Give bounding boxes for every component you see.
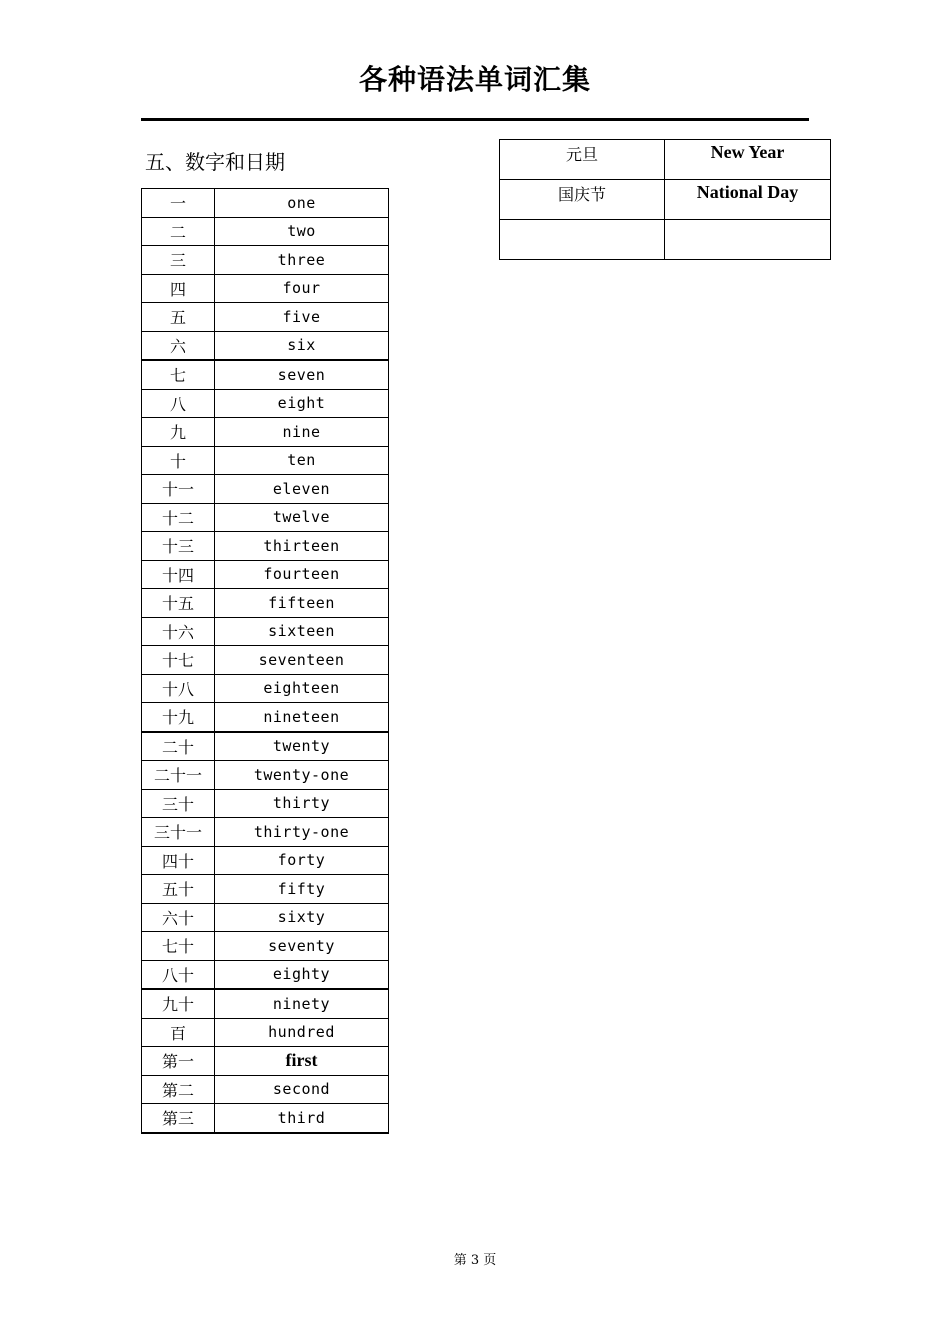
chinese-numeral-cell: 第二: [142, 1075, 215, 1104]
table-row: [142, 446, 389, 475]
english-word-cell: six: [215, 331, 389, 360]
table-row: [142, 818, 389, 847]
english-word-cell: sixty: [215, 903, 389, 932]
chinese-numeral-cell: 十七: [142, 646, 215, 675]
chinese-numeral-cell: 十二: [142, 503, 215, 532]
table-row: [142, 246, 389, 275]
english-word-cell: twenty-one: [215, 761, 389, 790]
table-row: [142, 960, 389, 989]
table-row: [142, 532, 389, 561]
chinese-numeral-cell: 一: [142, 189, 215, 218]
holiday-chinese-cell: [500, 220, 665, 260]
chinese-numeral-cell: 第三: [142, 1104, 215, 1133]
chinese-numeral-cell: 八十: [142, 960, 215, 989]
english-word-cell: thirty-one: [215, 818, 389, 847]
english-word-cell: fifteen: [215, 589, 389, 618]
english-word-cell: thirteen: [215, 532, 389, 561]
english-word-cell: hundred: [215, 1018, 389, 1047]
table-row: [142, 503, 389, 532]
title-divider: [141, 118, 809, 121]
chinese-numeral-cell: 三十一: [142, 818, 215, 847]
table-row: [500, 180, 831, 220]
english-word-cell: forty: [215, 846, 389, 875]
chinese-numeral-cell: 四十: [142, 846, 215, 875]
english-word-cell: eighteen: [215, 674, 389, 703]
table-row: [142, 189, 389, 218]
english-word-cell: eighty: [215, 960, 389, 989]
english-word-cell: nine: [215, 418, 389, 447]
table-row: [142, 560, 389, 589]
english-word-cell: two: [215, 217, 389, 246]
english-word-cell: fourteen: [215, 560, 389, 589]
holiday-english-cell: National Day: [665, 180, 831, 220]
chinese-numeral-cell: 七: [142, 360, 215, 389]
holiday-english-cell: New Year: [665, 140, 831, 180]
table-row: [142, 875, 389, 904]
chinese-numeral-cell: 三: [142, 246, 215, 275]
page-number: 第 3 页: [453, 1253, 497, 1268]
chinese-numeral-cell: 十: [142, 446, 215, 475]
table-row: [142, 274, 389, 303]
english-word-cell: first: [215, 1047, 389, 1076]
table-row: [142, 360, 389, 389]
chinese-numeral-cell: 二十: [142, 732, 215, 761]
chinese-numeral-cell: 九十: [142, 989, 215, 1018]
numbers-table: [141, 188, 389, 1134]
table-row: [142, 303, 389, 332]
chinese-numeral-cell: 九: [142, 418, 215, 447]
chinese-numeral-cell: 二: [142, 217, 215, 246]
english-word-cell: eleven: [215, 475, 389, 504]
table-row: [142, 617, 389, 646]
table-row: [500, 220, 831, 260]
table-row: [142, 1075, 389, 1104]
table-row: [142, 475, 389, 504]
chinese-numeral-cell: 五: [142, 303, 215, 332]
chinese-numeral-cell: 十六: [142, 617, 215, 646]
english-word-cell: four: [215, 274, 389, 303]
english-word-cell: sixteen: [215, 617, 389, 646]
table-row: [142, 418, 389, 447]
chinese-numeral-cell: 六: [142, 331, 215, 360]
english-word-cell: one: [215, 189, 389, 218]
chinese-numeral-cell: 十三: [142, 532, 215, 561]
english-word-cell: seventeen: [215, 646, 389, 675]
table-row: [142, 703, 389, 732]
chinese-numeral-cell: 十一: [142, 475, 215, 504]
english-word-cell: seventy: [215, 932, 389, 961]
chinese-numeral-cell: 第一: [142, 1047, 215, 1076]
table-row: [142, 217, 389, 246]
table-row: [142, 1047, 389, 1076]
english-word-cell: nineteen: [215, 703, 389, 732]
table-row: [142, 589, 389, 618]
table-row: [142, 1018, 389, 1047]
chinese-numeral-cell: 五十: [142, 875, 215, 904]
chinese-numeral-cell: 三十: [142, 789, 215, 818]
chinese-numeral-cell: 七十: [142, 932, 215, 961]
english-word-cell: twenty: [215, 732, 389, 761]
chinese-numeral-cell: 十九: [142, 703, 215, 732]
english-word-cell: seven: [215, 360, 389, 389]
table-row: [142, 1104, 389, 1133]
holiday-chinese-cell: 元旦: [500, 140, 665, 180]
table-row: [142, 932, 389, 961]
chinese-numeral-cell: 二十一: [142, 761, 215, 790]
table-row: [142, 846, 389, 875]
holiday-chinese-cell: 国庆节: [500, 180, 665, 220]
chinese-numeral-cell: 四: [142, 274, 215, 303]
section-heading: 五、数字和日期: [145, 150, 285, 174]
table-row: [142, 646, 389, 675]
table-row: [500, 140, 831, 180]
chinese-numeral-cell: 百: [142, 1018, 215, 1047]
english-word-cell: ten: [215, 446, 389, 475]
table-row: [142, 389, 389, 418]
holidays-table: [499, 139, 831, 260]
english-word-cell: twelve: [215, 503, 389, 532]
holiday-english-cell: [665, 220, 831, 260]
english-word-cell: five: [215, 303, 389, 332]
chinese-numeral-cell: 八: [142, 389, 215, 418]
chinese-numeral-cell: 十五: [142, 589, 215, 618]
chinese-numeral-cell: 十四: [142, 560, 215, 589]
table-row: [142, 761, 389, 790]
chinese-numeral-cell: 十八: [142, 674, 215, 703]
table-row: [142, 903, 389, 932]
document-title: 各种语法单词汇集: [358, 63, 591, 96]
table-row: [142, 789, 389, 818]
english-word-cell: eight: [215, 389, 389, 418]
chinese-numeral-cell: 六十: [142, 903, 215, 932]
table-row: [142, 331, 389, 360]
english-word-cell: ninety: [215, 989, 389, 1018]
english-word-cell: fifty: [215, 875, 389, 904]
english-word-cell: third: [215, 1104, 389, 1133]
english-word-cell: three: [215, 246, 389, 275]
table-row: [142, 674, 389, 703]
table-row: [142, 989, 389, 1018]
table-row: [142, 732, 389, 761]
english-word-cell: thirty: [215, 789, 389, 818]
english-word-cell: second: [215, 1075, 389, 1104]
